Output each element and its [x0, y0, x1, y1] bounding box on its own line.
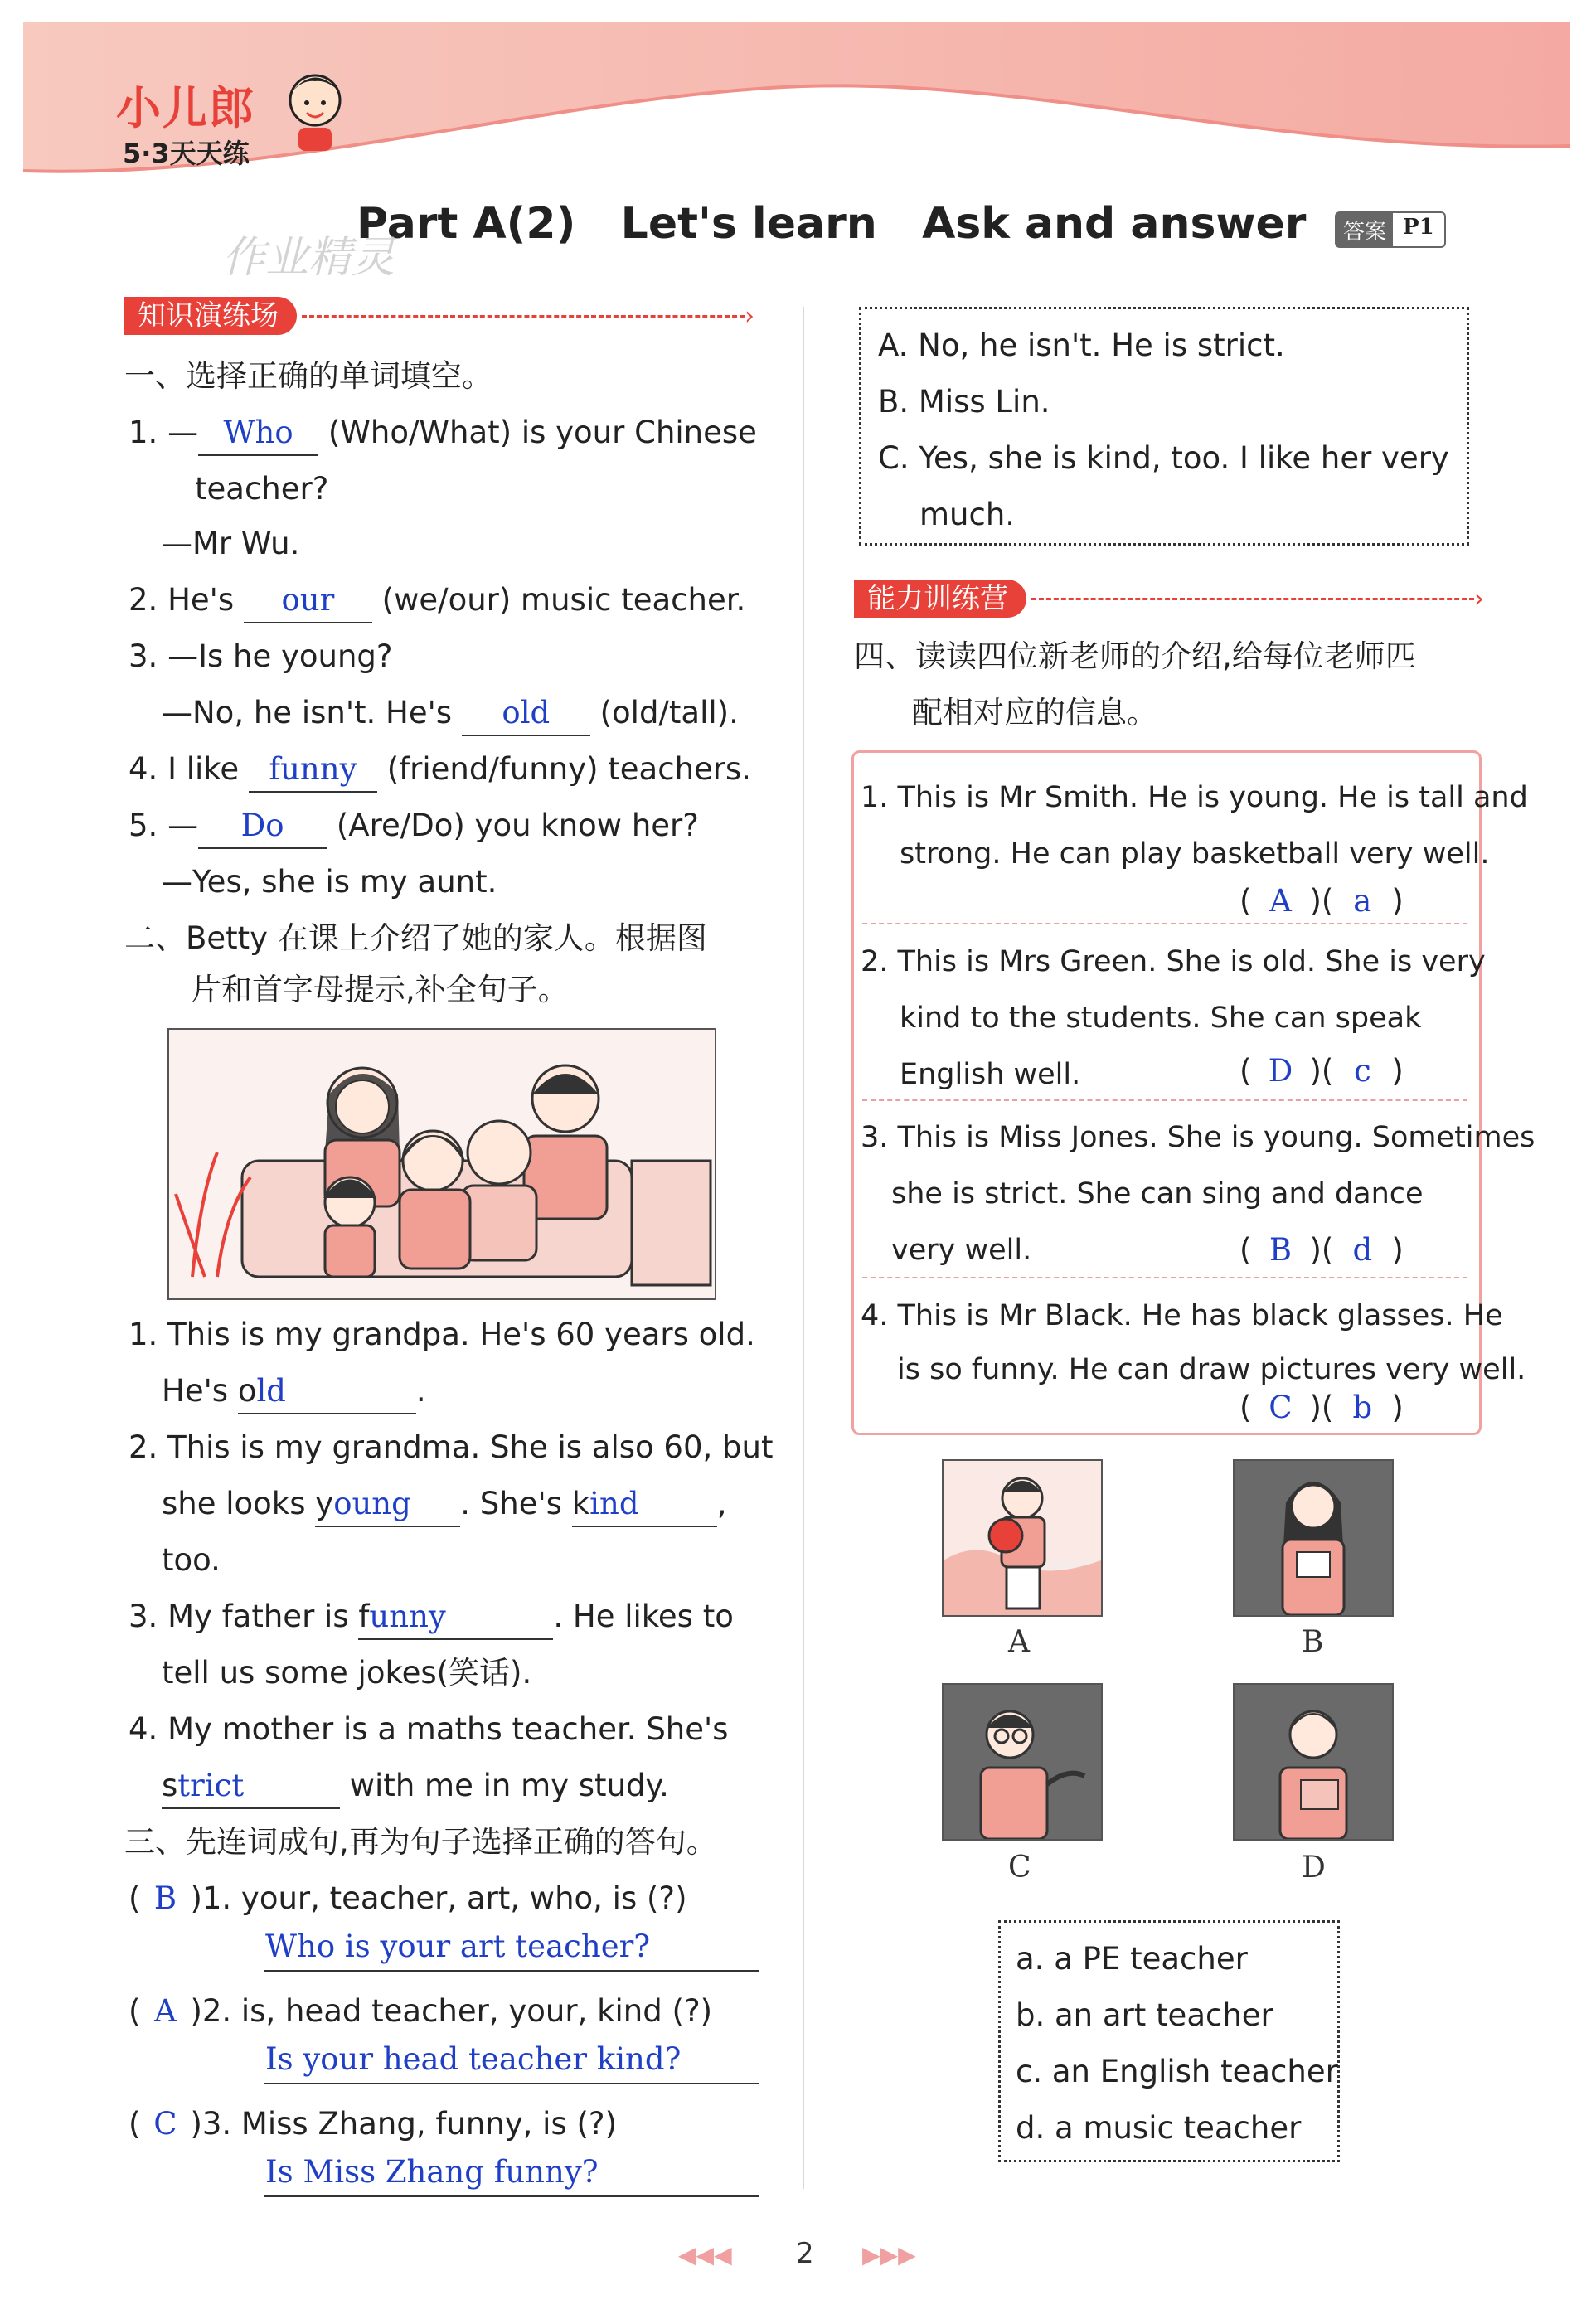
info-b: b. an art teacher	[1016, 1997, 1273, 2033]
q4-heading-1: 四、读读四位新老师的介绍,给每位老师匹	[854, 638, 1416, 674]
q3-item-1: ( B )1. your, teacher, art, who, is (?)	[129, 1870, 687, 1927]
brand-subtitle: 5·3天天练	[123, 138, 250, 169]
q3-item-3: ( C )3. Miss Zhang, funny, is (?)	[129, 2096, 617, 2152]
q4-heading-2: 配相对应的信息。	[912, 695, 1157, 730]
q4-info-box	[998, 1920, 1340, 2162]
answer-tag[interactable]	[1335, 211, 1446, 248]
q2-item-2-line2: she looks young . She's kind ,	[162, 1476, 726, 1532]
answer-line	[264, 1970, 759, 1972]
q2-item-4-line2: strict with me in my study.	[162, 1758, 669, 1814]
section-label-text: 知识演练场	[124, 297, 297, 335]
answer-blank[interactable]: our	[244, 579, 372, 623]
brand-logo: 小儿郎	[116, 82, 255, 134]
q1-item-2: 2. He's our (we/our) music teacher.	[129, 572, 745, 628]
answer-blank[interactable]: young	[315, 1482, 460, 1527]
item-separator	[862, 1099, 1467, 1101]
q2-item-1-line2: He's old .	[162, 1363, 426, 1419]
info-answer[interactable]: d	[1352, 1232, 1373, 1268]
picture-b-music-teacher	[1233, 1459, 1394, 1617]
answer-blank[interactable]: funny	[358, 1595, 553, 1640]
arrow-head-icon: ›	[745, 301, 754, 331]
dashed-arrow	[1031, 598, 1474, 600]
item-separator	[862, 923, 1467, 924]
watermark: 作业精灵	[222, 233, 395, 283]
option-b: B. Miss Lin.	[878, 384, 1050, 420]
q2-heading-2: 片和首字母提示,补全句子。	[191, 972, 569, 1007]
section-label-ability	[854, 579, 1484, 619]
section-label-text: 能力训练营	[854, 580, 1026, 618]
q3-item-2: ( A )2. is, head teacher, your, kind (?)	[129, 1983, 712, 2040]
answer-label: 答案	[1336, 213, 1393, 246]
q4-item-3-line3: very well.	[891, 1234, 1032, 1267]
picture-answer[interactable]: C	[1269, 1390, 1293, 1425]
q1-item-3-reply: —No, he isn't. He's old (old/tall).	[162, 685, 739, 741]
arrow-head-icon: ›	[1474, 584, 1484, 614]
info-c: c. an English teacher	[1016, 2054, 1338, 2089]
q2-heading-1: 二、Betty 在课上介绍了她的家人。根据图	[124, 920, 707, 956]
section-label-knowledge	[124, 296, 754, 336]
info-a: a. a PE teacher	[1016, 1941, 1248, 1977]
answer-blank[interactable]: strict	[162, 1764, 340, 1809]
dashed-arrow	[302, 315, 745, 318]
family-picture	[167, 1028, 716, 1300]
answer-blank[interactable]: Who	[198, 411, 318, 456]
q1-heading: 一、选择正确的单词填空。	[124, 358, 492, 394]
q3-options-box	[859, 307, 1469, 546]
q3-item-2-sentence[interactable]: Is your head teacher kind?	[265, 2041, 682, 2077]
next-arrow-icon: ▶▶▶	[862, 2241, 916, 2268]
q1-item-5: 5. — Do (Are/Do) you know her?	[129, 798, 699, 854]
info-answer[interactable]: a	[1353, 883, 1372, 919]
answer-blank[interactable]: old	[462, 691, 590, 736]
answer-page: P1	[1403, 215, 1434, 240]
q4-item-1-line2: strong. He can play basketball very well.	[900, 837, 1490, 871]
answer-blank[interactable]: kind	[572, 1482, 717, 1527]
q4-item-2-answers: ( D )( c )	[1239, 1043, 1404, 1099]
next-page-arrows[interactable]	[862, 2237, 916, 2270]
picture-a-pe-teacher	[942, 1459, 1103, 1617]
answer-blank[interactable]: funny	[249, 748, 377, 793]
q2-item-2: 2. This is my grandma. She is also 60, but	[129, 1429, 774, 1465]
option-a: A. No, he isn't. He is strict.	[878, 327, 1285, 363]
q2-item-3: 3. My father is funny . He likes to	[129, 1589, 734, 1645]
mascot-icon	[282, 63, 348, 154]
q3-item-1-sentence[interactable]: Who is your art teacher?	[265, 1929, 651, 1964]
column-divider	[803, 307, 804, 2189]
q1-item-1-cont: teacher?	[195, 471, 329, 507]
picture-answer[interactable]: A	[1269, 883, 1292, 919]
q2-item-4: 4. My mother is a maths teacher. She's	[129, 1711, 729, 1747]
picture-d-english-teacher	[1233, 1683, 1394, 1841]
q2-item-1: 1. This is my grandpa. He's 60 years old.	[129, 1317, 755, 1352]
q1-item-1-reply: —Mr Wu.	[162, 526, 300, 561]
q4-item-3-line1: 3. This is Miss Jones. She is young. Sometimes	[861, 1121, 1535, 1154]
q2-item-2-line3: too.	[162, 1542, 221, 1578]
q4-item-1-line1: 1. This is Mr Smith. He is young. He is tall and	[861, 781, 1528, 814]
prev-page-arrows[interactable]	[678, 2237, 732, 2270]
picture-d-label: D	[1302, 1851, 1326, 1885]
picture-a-label: A	[1008, 1625, 1030, 1659]
answer-line	[264, 2083, 759, 2084]
page-title: Part A(2) Let's learn Ask and answer	[357, 199, 1307, 249]
choice-answer[interactable]: A	[154, 1993, 177, 2029]
q4-item-2-line2: kind to the students. She can speak	[900, 1002, 1422, 1035]
item-separator	[862, 1277, 1467, 1278]
q4-item-4-line1: 4. This is Mr Black. He has black glasses. He	[861, 1299, 1503, 1332]
q1-item-4: 4. I like funny (friend/funny) teachers.	[129, 741, 751, 798]
q4-item-2-line3: English well.	[900, 1058, 1081, 1091]
q3-heading: 三、先连词成句,再为句子选择正确的答句。	[124, 1824, 717, 1860]
picture-c-label: C	[1008, 1851, 1031, 1885]
answer-line	[264, 2195, 759, 2197]
q3-item-3-sentence[interactable]: Is Miss Zhang funny?	[265, 2154, 599, 2190]
answer-blank[interactable]: Do	[198, 804, 327, 849]
info-answer[interactable]: c	[1353, 1053, 1371, 1089]
picture-c-art-teacher	[942, 1683, 1103, 1841]
q1-item-1: 1. — Who (Who/What) is your Chinese	[129, 405, 757, 461]
choice-answer[interactable]: B	[153, 1880, 177, 1916]
q4-item-3-answers: ( B )( d )	[1239, 1222, 1404, 1278]
picture-answer[interactable]: D	[1268, 1053, 1293, 1089]
prev-arrow-icon: ◀◀◀	[678, 2241, 732, 2268]
q4-item-2-line1: 2. This is Mrs Green. She is old. She is very	[861, 945, 1486, 978]
q2-item-3-line2: tell us some jokes(笑话).	[162, 1655, 532, 1691]
q4-item-4-line2: is so funny. He can draw pictures very well.	[897, 1353, 1526, 1386]
info-d: d. a music teacher	[1016, 2110, 1302, 2146]
option-c: C. Yes, she is kind, too. I like her very	[878, 440, 1449, 476]
choice-answer[interactable]: C	[153, 2106, 177, 2142]
q1-item-5-reply: —Yes, she is my aunt.	[162, 864, 497, 900]
info-answer[interactable]: b	[1352, 1390, 1373, 1425]
q4-teachers-box	[851, 750, 1535, 1435]
q4-item-4-answers: ( C )( b )	[1239, 1387, 1404, 1429]
answer-blank[interactable]: old	[238, 1370, 416, 1414]
option-c-cont: much.	[919, 497, 1016, 532]
q4-item-3-line2: she is strict. She can sing and dance	[891, 1177, 1424, 1211]
picture-b-label: B	[1302, 1625, 1324, 1659]
q1-item-3: 3. —Is he young?	[129, 638, 393, 674]
q4-item-1-answers: ( A )( a )	[1239, 873, 1404, 929]
page-number: 2	[796, 2237, 814, 2270]
picture-answer[interactable]: B	[1269, 1232, 1293, 1268]
